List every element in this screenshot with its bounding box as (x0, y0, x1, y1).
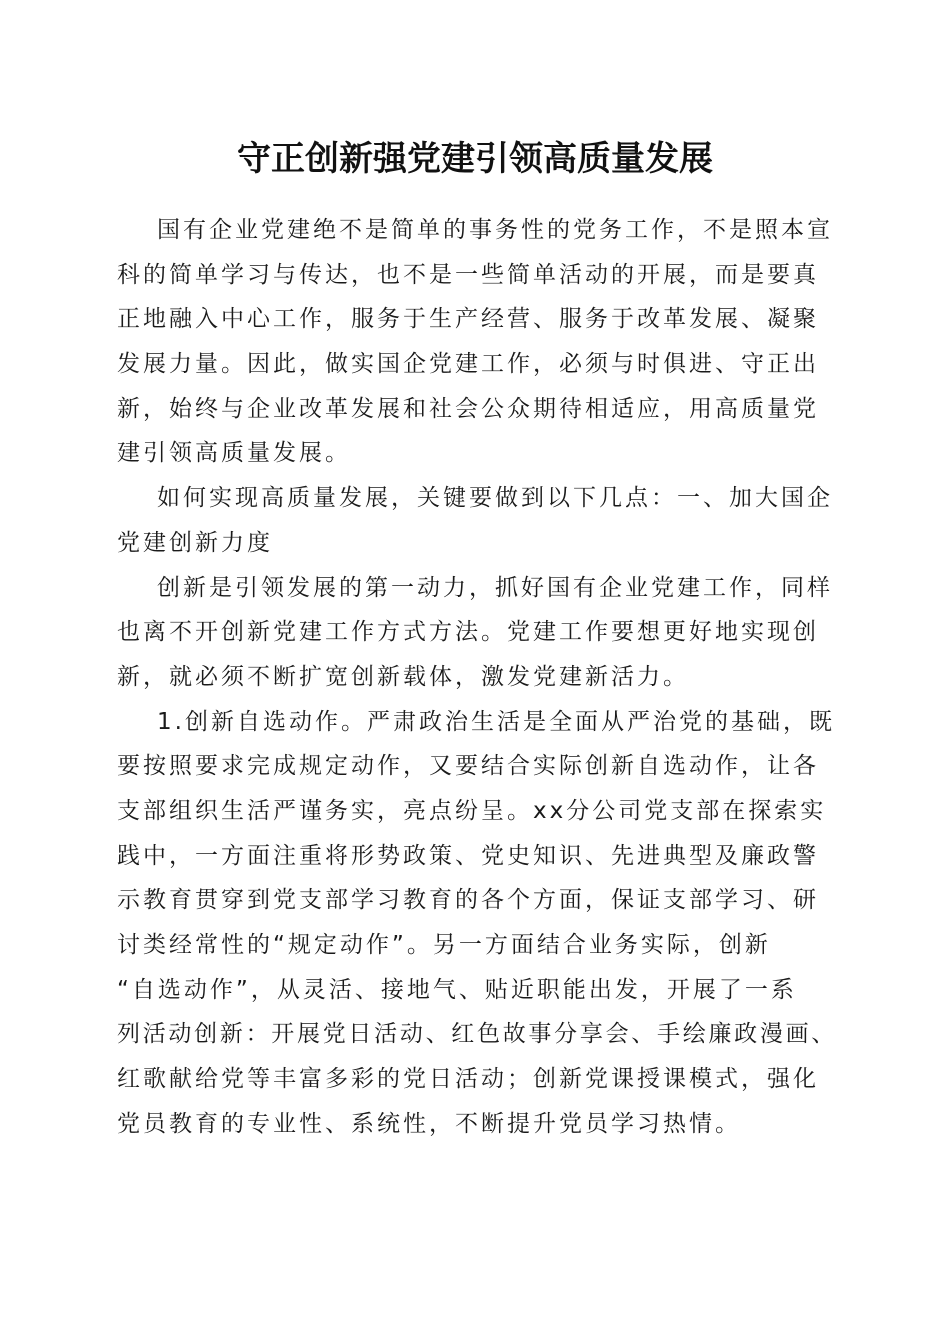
paragraph-line: 创新是引领发展的第一动力，抓好国有企业党建工作，同样 (157, 574, 833, 601)
paragraph-line: 国有企业党建绝不是简单的事务性的党务工作，不是照本宣 (157, 217, 833, 243)
paragraph-line: 如何实现高质量发展，关键要做到以下几点：一、加大国企 (157, 485, 833, 512)
paragraph-line: 1.创新自选动作。严肃政治生活是全面从严治党的基础，既 (157, 708, 835, 735)
paragraph-line: 示教育贯穿到党支部学习教育的各个方面，保证支部学习、研 (117, 887, 819, 914)
paragraph-line: 党员教育的专业性、系统性，不断提升党员学习热情。 (117, 1110, 741, 1137)
paragraph-line: 要按照要求完成规定动作，又要结合实际创新自选动作，让各 (117, 753, 819, 780)
paragraph-line: 新，就必须不断扩宽创新载体，激发党建新活力。 (117, 663, 689, 690)
paragraph-line: 践中，一方面注重将形势政策、党史知识、先进典型及廉政警 (117, 842, 819, 869)
paragraph-line: “自选动作”，从灵活、接地气、贴近职能出发，开展了一系 (117, 976, 797, 1003)
paragraph-line: 正地融入中心工作，服务于生产经营、服务于改革发展、凝聚 (117, 306, 819, 333)
paragraph-line: 列活动创新：开展党日活动、红色故事分享会、手绘廉政漫画、 (117, 1021, 837, 1048)
paragraph-line: 科的简单学习与传达，也不是一些简单活动的开展，而是要真 (117, 261, 819, 288)
paragraph-line: 新，始终与企业改革发展和社会公众期待相适应，用高质量党 (117, 395, 819, 422)
paragraph-line: 也离不开创新党建工作方式方法。党建工作要想更好地实现创 (117, 619, 819, 646)
document-body (117, 208, 837, 1146)
paragraph-line: 支部组织生活严谨务实，亮点纷呈。xx分公司党支部在探索实 (117, 797, 827, 824)
paragraph-line: 党建创新力度 (117, 529, 273, 556)
document-title: 守正创新强党建引领高质量发展 (237, 139, 713, 179)
paragraph-line: 红歌献给党等丰富多彩的党日活动；创新党课授课模式，强化 (117, 1066, 819, 1093)
paragraph-line: 讨类经常性的“规定动作”。另一方面结合业务实际，创新 (117, 932, 771, 958)
paragraph-line: 发展力量。因此，做实国企党建工作，必须与时俱进、守正出 (117, 351, 819, 378)
paragraph-line: 建引领高质量发展。 (117, 440, 351, 467)
